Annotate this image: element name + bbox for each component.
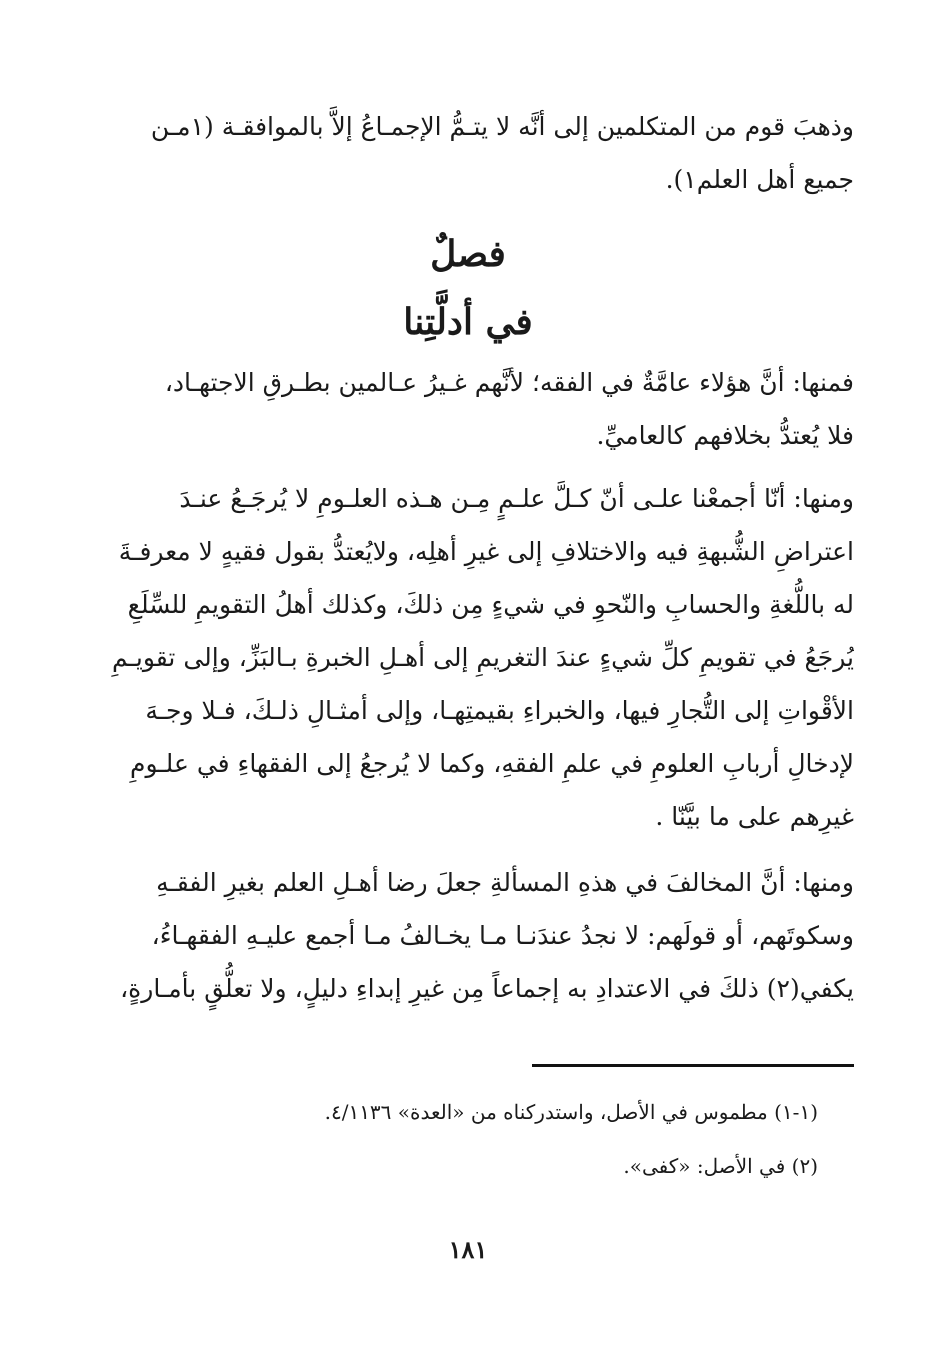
page-number: ١٨١ — [448, 1235, 488, 1264]
section-title: فصلٌ — [430, 233, 506, 275]
text-line: ومنها: أنّا أجمعْنا علـى أنّ كـلَّ علـمٍ مِـن هـذه العلـومِ لا يُرجَـعُ عنـدَ — [179, 484, 854, 513]
footnote-divider — [532, 1064, 854, 1067]
text-line: جميع أهل العلم١). — [665, 165, 854, 194]
footnote-1: (١-١) مطموس في الأصل، واستدركناه من «العدة» ٤/١١٣٦. — [324, 1100, 818, 1124]
section-subtitle: في أدلَّتِنا — [403, 301, 533, 343]
text-line: غيرِهم على ما بيَّنّا . — [655, 802, 854, 831]
text-line: وسكوتَهم، أو قولَهم: لا نجدُ عندَنـا مـا يخـالفُ مـا أجمع عليـهِ الفقهـاءُ، — [151, 921, 854, 950]
text-line: يُرجَعُ في تقويمِ كلِّ شيءٍ عندَ التغريمِ إلى أهـلِ الخبرةِ بـالبَزِّ، وإلى تقويـمِ — [111, 643, 854, 672]
footnote-2: (٢) في الأصل: «كفى». — [623, 1154, 818, 1178]
intro-paragraph — [74, 100, 854, 206]
text-line: يكفي(٢) ذلكَ في الاعتدادِ به إجماعاً مِن غيرِ إبداءِ دليلٍ، ولا تعلُّقٍ بأمـارةٍ، — [120, 974, 854, 1003]
text-line: الأقْواتِ إلى التُّجارِ فيها، والخبراءِ بقيمتِهـا، وإلى أمثـالِ ذلـكَ، فـلا وجـهَ — [145, 696, 854, 725]
text-line: وذهبَ قوم من المتكلمين إلى أنَّه لا يتـمُّ الإجمـاعُ إلاَّ بالموافقـة (١مـن — [150, 112, 854, 141]
paragraph-3 — [74, 856, 854, 1015]
text-line: ومنها: أنَّ المخالفَ في هذهِ المسألةِ جعلَ رضا أهـلِ العلم بغيرِ الفقـهِ — [156, 868, 854, 897]
text-line: فمنها: أنَّ هؤلاء عامَّةٌ في الفقه؛ لأنَّهم غـيرُ عـالمين بطـرقِ الاجتهـاد، — [164, 368, 854, 397]
paragraph-1 — [74, 356, 854, 462]
text-line: لإدخالِ أربابِ العلومِ في علمِ الفقهِ، وكما لا يُرجعُ إلى الفقهاءِ في علـومِ — [129, 749, 854, 778]
text-line: له باللُّغةِ والحسابِ والنّحوِ في شيءٍ مِن ذلكَ، وكذلك أهلُ التقويمِ للسِّلَعِ — [127, 590, 854, 619]
text-line: فلا يُعتدُّ بخلافهم كالعاميِّ. — [596, 421, 854, 450]
paragraph-2 — [74, 472, 854, 843]
text-line: اعتراضِ الشُّبهةِ فيه والاختلافِ إلى غيرِ أهلِه، ولايُعتدُّ بقول فقيهٍ لا معرفـةَ — [118, 537, 854, 566]
